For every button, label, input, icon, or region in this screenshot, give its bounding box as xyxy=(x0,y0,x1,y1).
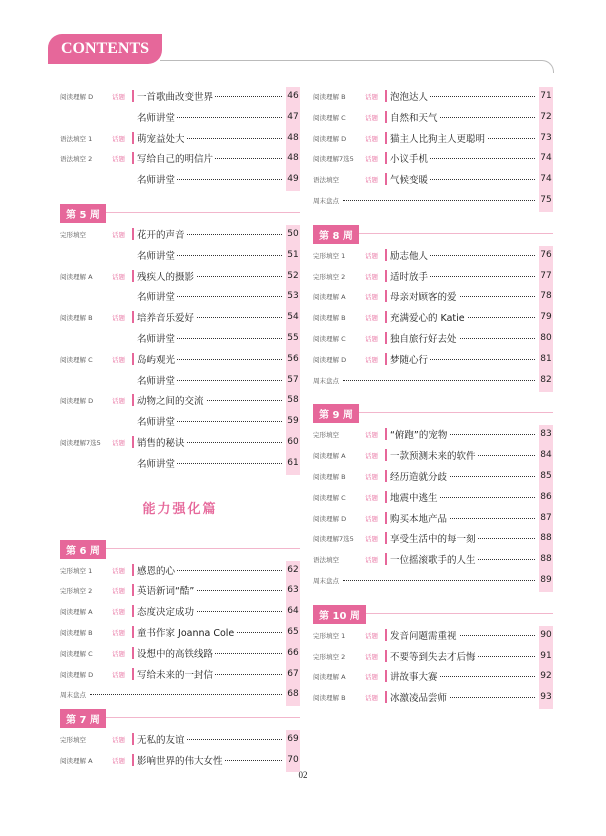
topic-label: 话题 xyxy=(112,355,125,364)
page-ref: 93 xyxy=(539,688,553,709)
exercise-type: 语法填空 2 xyxy=(60,155,93,164)
topic-divider xyxy=(385,650,387,662)
entry-title: 梦随心行 xyxy=(390,352,430,366)
page-ref: 75 xyxy=(539,191,553,212)
topic-divider xyxy=(385,90,387,102)
entry-title: 讲故事大赛 xyxy=(390,669,440,683)
page-ref: 73 xyxy=(539,129,553,150)
page-ref: 59 xyxy=(286,412,300,433)
page-ref: 78 xyxy=(539,287,553,308)
toc-entry[interactable] xyxy=(313,330,553,351)
page-ref: 58 xyxy=(286,391,300,412)
summary-label: 周末盘点 xyxy=(313,576,339,585)
entry-title: 母亲对顾客的爱 xyxy=(390,289,459,303)
page-ref: 74 xyxy=(539,170,553,191)
topic-label: 话题 xyxy=(112,587,125,596)
week-8-tag: 第 8 周 xyxy=(313,225,359,244)
topic-divider xyxy=(132,626,134,638)
header-rule xyxy=(160,60,554,73)
page-ref: 56 xyxy=(286,350,300,371)
toc-entry[interactable] xyxy=(60,268,300,289)
topic-divider xyxy=(132,605,134,617)
page-ref: 48 xyxy=(286,149,300,170)
entry-title: 英语新词“酷” xyxy=(137,583,196,597)
page-ref: 91 xyxy=(539,647,553,668)
entry-title: 写给自己的明信片 xyxy=(137,151,215,165)
topic-divider xyxy=(385,332,387,344)
entry-title: 充满爱心的 Katie xyxy=(390,310,467,324)
toc-entry[interactable] xyxy=(60,372,300,393)
exercise-type: 阅读理解 C xyxy=(60,649,93,658)
entry-title: 一首歌曲改变世界 xyxy=(137,89,215,103)
weekend-summary-entry[interactable] xyxy=(313,192,553,213)
weekend-summary-entry[interactable] xyxy=(313,372,553,393)
exercise-type: 阅读理解 B xyxy=(313,93,346,101)
entry-title: 猫主人比狗主人更聪明 xyxy=(390,131,487,145)
topic-label: 话题 xyxy=(112,608,125,617)
topic-label: 话题 xyxy=(112,230,125,239)
entry-title: 名师讲堂 xyxy=(137,456,177,470)
page-ref: 74 xyxy=(539,149,553,170)
toc-entry[interactable] xyxy=(313,150,553,171)
exercise-type: 阅读理解 C xyxy=(313,334,346,343)
entry-title: 冰激凌品尝师 xyxy=(390,690,449,704)
exercise-type: 阅读理解 A xyxy=(313,452,346,461)
topic-divider xyxy=(132,668,134,680)
page-ref: 72 xyxy=(539,108,553,129)
topic-label: 话题 xyxy=(365,134,378,143)
entry-title: 适时放手 xyxy=(390,269,430,283)
entry-title: 自然和天气 xyxy=(390,110,440,124)
topic-divider xyxy=(132,564,134,576)
topic-divider xyxy=(385,311,387,323)
toc-entry[interactable] xyxy=(60,150,300,171)
page-ref: 87 xyxy=(539,509,553,530)
topic-divider xyxy=(385,428,387,440)
entry-title: 感恩的心 xyxy=(137,563,177,577)
topic-label: 话题 xyxy=(365,452,378,461)
topic-divider xyxy=(132,152,134,164)
exercise-type: 阅读理解 D xyxy=(60,397,94,406)
page-ref: 57 xyxy=(286,371,300,392)
entry-title: 名师讲堂 xyxy=(137,414,177,428)
topic-divider xyxy=(385,512,387,524)
exercise-type: 阅读理解7选5 xyxy=(313,535,354,544)
leader-dots xyxy=(343,380,535,381)
entry-title: 励志他人 xyxy=(390,248,430,262)
weekend-summary-entry[interactable] xyxy=(313,572,553,593)
week-9-tag: 第 9 周 xyxy=(313,404,359,423)
topic-label: 话题 xyxy=(365,472,378,481)
entry-title: 气候变暖 xyxy=(390,172,430,186)
topic-label: 话题 xyxy=(112,736,125,745)
page-ref: 77 xyxy=(539,267,553,288)
leader-dots xyxy=(90,694,282,695)
exercise-type: 完形填空 xyxy=(313,431,339,440)
topic-divider xyxy=(132,436,134,448)
page-ref: 64 xyxy=(286,602,300,623)
topic-divider xyxy=(385,249,387,261)
toc-entry[interactable] xyxy=(60,624,300,645)
toc-entry[interactable] xyxy=(313,88,553,109)
toc-entry[interactable] xyxy=(313,309,553,330)
topic-label: 话题 xyxy=(365,556,378,565)
exercise-type: 阅读理解 D xyxy=(313,134,347,143)
topic-label: 话题 xyxy=(365,113,378,122)
page-ref: 50 xyxy=(286,225,300,246)
exercise-type: 阅读理解 A xyxy=(313,673,346,682)
exercise-type: 语法填空 xyxy=(313,176,339,185)
exercise-type: 阅读理解 A xyxy=(60,608,93,617)
topic-label: 话题 xyxy=(365,673,378,682)
toc-entry[interactable] xyxy=(60,455,300,476)
exercise-type: 阅读理解 A xyxy=(60,272,93,281)
toc-entry[interactable] xyxy=(313,130,553,151)
topic-divider xyxy=(132,394,134,406)
page-ref: 81 xyxy=(539,350,553,371)
page-ref: 79 xyxy=(539,308,553,329)
toc-entry[interactable] xyxy=(313,351,553,372)
entry-title: 名师讲堂 xyxy=(137,373,177,387)
topic-label: 话题 xyxy=(365,314,378,323)
topic-divider xyxy=(132,228,134,240)
toc-entry[interactable] xyxy=(313,648,553,669)
toc-entry[interactable] xyxy=(313,551,553,572)
topic-label: 话题 xyxy=(112,756,125,765)
topic-label: 话题 xyxy=(365,176,378,185)
left-column xyxy=(60,88,300,773)
topic-divider xyxy=(385,449,387,461)
exercise-type: 阅读理解 D xyxy=(60,670,94,679)
exercise-type: 完形填空 2 xyxy=(313,272,346,281)
topic-divider xyxy=(132,647,134,659)
page-ref: 60 xyxy=(286,433,300,454)
toc-entry[interactable] xyxy=(60,130,300,151)
exercise-type: 完形填空 xyxy=(60,230,86,239)
entry-title: 泡泡达人 xyxy=(390,89,430,103)
toc-entry[interactable] xyxy=(313,489,553,510)
exercise-type: 阅读理解7选5 xyxy=(60,438,101,447)
toc-entry[interactable] xyxy=(60,666,300,687)
exercise-type: 阅读理解 B xyxy=(60,628,93,637)
entry-title: 一款预测未来的软件 xyxy=(390,448,478,462)
exercise-type: 完形填空 2 xyxy=(60,587,93,596)
topic-label: 话题 xyxy=(112,670,125,679)
toc-entry[interactable] xyxy=(60,392,300,413)
leader-dots xyxy=(343,580,535,581)
page-ref: 84 xyxy=(539,446,553,467)
entry-title: “俯跑”的宠物 xyxy=(390,427,449,441)
exercise-type: 阅读理解 B xyxy=(313,472,346,481)
exercise-type: 阅读理解 C xyxy=(313,493,346,502)
page-ref: 76 xyxy=(539,246,553,267)
entry-title: 写给未来的一封信 xyxy=(137,667,215,681)
entry-title: 设想中的高铁线路 xyxy=(137,646,215,660)
toc-entry[interactable] xyxy=(313,627,553,648)
toc-entry[interactable] xyxy=(60,645,300,666)
week-6-tag: 第 6 周 xyxy=(60,540,106,559)
entry-title: 态度决定成功 xyxy=(137,604,196,618)
page-ref: 63 xyxy=(286,581,300,602)
exercise-type: 阅读理解 A xyxy=(60,756,93,765)
page-ref: 62 xyxy=(286,561,300,582)
exercise-type: 阅读理解 D xyxy=(313,514,347,523)
topic-divider xyxy=(385,173,387,185)
topic-label: 话题 xyxy=(112,649,125,658)
exercise-type: 语法填空 xyxy=(313,556,339,565)
entry-title: 培养音乐爱好 xyxy=(137,310,196,324)
entry-title: 名师讲堂 xyxy=(137,110,177,124)
topic-label: 话题 xyxy=(112,438,125,447)
page-ref: 71 xyxy=(539,87,553,108)
toc-entry[interactable] xyxy=(60,88,300,109)
topic-label: 话题 xyxy=(365,514,378,523)
entry-title: 动物之间的交流 xyxy=(137,393,206,407)
toc-entry[interactable] xyxy=(60,434,300,455)
toc-entry[interactable] xyxy=(313,288,553,309)
entry-title: 无私的友谊 xyxy=(137,732,187,746)
topic-label: 话题 xyxy=(365,652,378,661)
page-ref: 49 xyxy=(286,170,300,191)
topic-label: 话题 xyxy=(365,93,378,101)
topic-divider xyxy=(385,491,387,503)
topic-divider xyxy=(385,132,387,144)
right-column xyxy=(313,88,553,710)
topic-label: 话题 xyxy=(112,272,125,281)
week-5-tag: 第 5 周 xyxy=(60,204,106,223)
topic-divider xyxy=(385,691,387,703)
toc-entry[interactable] xyxy=(60,731,300,752)
toc-entry[interactable] xyxy=(60,247,300,268)
topic-label: 话题 xyxy=(365,694,378,703)
page-ref: 52 xyxy=(286,267,300,288)
toc-entry[interactable] xyxy=(60,330,300,351)
topic-label: 话题 xyxy=(365,535,378,544)
page-ref: 51 xyxy=(286,246,300,267)
topic-divider xyxy=(132,754,134,766)
toc-entry[interactable] xyxy=(60,288,300,309)
page-ref: 61 xyxy=(286,454,300,475)
page-ref: 65 xyxy=(286,623,300,644)
topic-divider xyxy=(132,311,134,323)
toc-entry[interactable] xyxy=(60,603,300,624)
exercise-type: 完形填空 xyxy=(60,736,86,745)
entry-title: 花开的声音 xyxy=(137,227,187,241)
exercise-type: 完形填空 1 xyxy=(313,631,346,640)
topic-divider xyxy=(385,470,387,482)
topic-divider xyxy=(385,270,387,282)
topic-label: 话题 xyxy=(365,293,378,302)
entry-title: 影响世界的伟大女性 xyxy=(137,753,225,767)
leader-dots xyxy=(343,200,535,201)
topic-divider xyxy=(132,353,134,365)
topic-divider xyxy=(132,584,134,596)
topic-divider xyxy=(385,532,387,544)
toc-entry[interactable] xyxy=(313,171,553,192)
exercise-type: 阅读理解 C xyxy=(313,113,346,122)
toc-entry[interactable] xyxy=(60,171,300,192)
toc-entry[interactable] xyxy=(313,268,553,289)
topic-divider xyxy=(385,290,387,302)
entry-title: 享受生活中的每一刻 xyxy=(390,531,478,545)
page-ref: 88 xyxy=(539,529,553,550)
exercise-type: 阅读理解 B xyxy=(60,314,93,323)
exercise-type: 语法填空 1 xyxy=(60,134,93,143)
toc-entry[interactable] xyxy=(313,247,553,268)
topic-divider xyxy=(385,152,387,164)
section-title: 能力强化篇 xyxy=(142,501,218,516)
entry-title: 不要等到失去才后悔 xyxy=(390,649,478,663)
page-ref: 92 xyxy=(539,667,553,688)
page-ref: 66 xyxy=(286,644,300,665)
toc-entry[interactable] xyxy=(60,562,300,583)
entry-title: 名师讲堂 xyxy=(137,289,177,303)
summary-label: 周末盘点 xyxy=(313,196,339,205)
topic-divider xyxy=(385,629,387,641)
page-ref: 88 xyxy=(539,550,553,571)
toc-entry[interactable] xyxy=(313,530,553,551)
topic-label: 话题 xyxy=(365,431,378,440)
topic-divider xyxy=(385,111,387,123)
page-ref: 69 xyxy=(286,730,300,751)
entry-title: 发音问题需重视 xyxy=(390,628,459,642)
exercise-type: 阅读理解 D xyxy=(60,93,94,101)
page-ref: 70 xyxy=(286,751,300,772)
topic-label: 话题 xyxy=(365,155,378,164)
page-ref: 83 xyxy=(539,425,553,446)
summary-label: 周末盘点 xyxy=(60,691,86,700)
entry-title: 名师讲堂 xyxy=(137,248,177,262)
page-number: 02 xyxy=(298,770,308,780)
entry-title: 地震中逃生 xyxy=(390,490,440,504)
topic-divider xyxy=(385,353,387,365)
exercise-type: 完形填空 1 xyxy=(313,251,346,260)
page-ref: 89 xyxy=(539,571,553,592)
page-ref: 86 xyxy=(539,488,553,509)
page-ref: 67 xyxy=(286,665,300,686)
entry-title: 童书作家 Joanna Cole xyxy=(137,625,236,639)
entry-title: 残疾人的摄影 xyxy=(137,269,196,283)
page-ref: 82 xyxy=(539,371,553,392)
exercise-type: 阅读理解 B xyxy=(313,314,346,323)
contents-header: CONTENTS xyxy=(48,34,162,64)
topic-label: 话题 xyxy=(365,355,378,364)
toc-entry[interactable] xyxy=(60,226,300,247)
page-ref: 80 xyxy=(539,329,553,350)
exercise-type: 完形填空 1 xyxy=(60,566,93,575)
page-ref: 55 xyxy=(286,329,300,350)
entry-title: 名师讲堂 xyxy=(137,172,177,186)
topic-label: 话题 xyxy=(365,493,378,502)
week-7-tag: 第 7 周 xyxy=(60,709,106,728)
topic-divider xyxy=(385,670,387,682)
topic-label: 话题 xyxy=(365,272,378,281)
toc-entry[interactable] xyxy=(313,468,553,489)
page-ref: 47 xyxy=(286,108,300,129)
topic-label: 话题 xyxy=(112,397,125,406)
topic-divider xyxy=(132,733,134,745)
entry-title: 名师讲堂 xyxy=(137,331,177,345)
week-10-tag: 第 10 周 xyxy=(313,605,366,624)
topic-label: 话题 xyxy=(112,155,125,164)
page-ref: 46 xyxy=(286,87,300,108)
entry-title: 独自旅行好去处 xyxy=(390,331,459,345)
topic-label: 话题 xyxy=(365,334,378,343)
topic-label: 话题 xyxy=(365,631,378,640)
exercise-type: 阅读理解 A xyxy=(313,293,346,302)
topic-divider xyxy=(132,90,134,102)
topic-divider xyxy=(132,132,134,144)
entry-title: 一位摇滚歌手的人生 xyxy=(390,552,478,566)
toc-entry[interactable] xyxy=(313,447,553,468)
toc-entry[interactable] xyxy=(60,309,300,330)
exercise-type: 阅读理解 D xyxy=(313,355,347,364)
exercise-type: 阅读理解 C xyxy=(60,355,93,364)
topic-label: 话题 xyxy=(112,314,125,323)
toc-entry[interactable] xyxy=(60,351,300,372)
exercise-type: 阅读理解7选5 xyxy=(313,155,354,164)
entry-title: 购买本地产品 xyxy=(390,511,449,525)
topic-label: 话题 xyxy=(112,566,125,575)
entry-title: 销售的秘诀 xyxy=(137,435,187,449)
exercise-type: 完形填空 2 xyxy=(313,652,346,661)
entry-title: 萌宠益处大 xyxy=(137,131,187,145)
toc-entry[interactable] xyxy=(313,668,553,689)
topic-label: 话题 xyxy=(112,93,125,101)
page-ref: 48 xyxy=(286,129,300,150)
page-ref: 54 xyxy=(286,308,300,329)
toc-entry[interactable] xyxy=(313,510,553,531)
page-ref: 85 xyxy=(539,467,553,488)
entry-title: 经历造就分歧 xyxy=(390,469,449,483)
page-ref: 90 xyxy=(539,626,553,647)
topic-label: 话题 xyxy=(365,251,378,260)
toc-entry[interactable] xyxy=(60,413,300,434)
topic-divider xyxy=(132,270,134,282)
summary-label: 周末盘点 xyxy=(313,376,339,385)
exercise-type: 阅读理解 B xyxy=(313,694,346,703)
page-ref: 68 xyxy=(286,685,300,706)
toc-entry[interactable] xyxy=(313,109,553,130)
toc-entry[interactable] xyxy=(313,689,553,710)
entry-title: 岛屿观光 xyxy=(137,352,177,366)
toc-entry[interactable] xyxy=(313,426,553,447)
entry-title: 小议手机 xyxy=(390,151,430,165)
weekend-summary-entry[interactable] xyxy=(60,686,300,707)
toc-entry[interactable] xyxy=(60,109,300,130)
topic-label: 话题 xyxy=(112,628,125,637)
topic-divider xyxy=(385,553,387,565)
toc-entry[interactable] xyxy=(60,582,300,603)
page-ref: 53 xyxy=(286,287,300,308)
topic-label: 话题 xyxy=(112,134,125,143)
